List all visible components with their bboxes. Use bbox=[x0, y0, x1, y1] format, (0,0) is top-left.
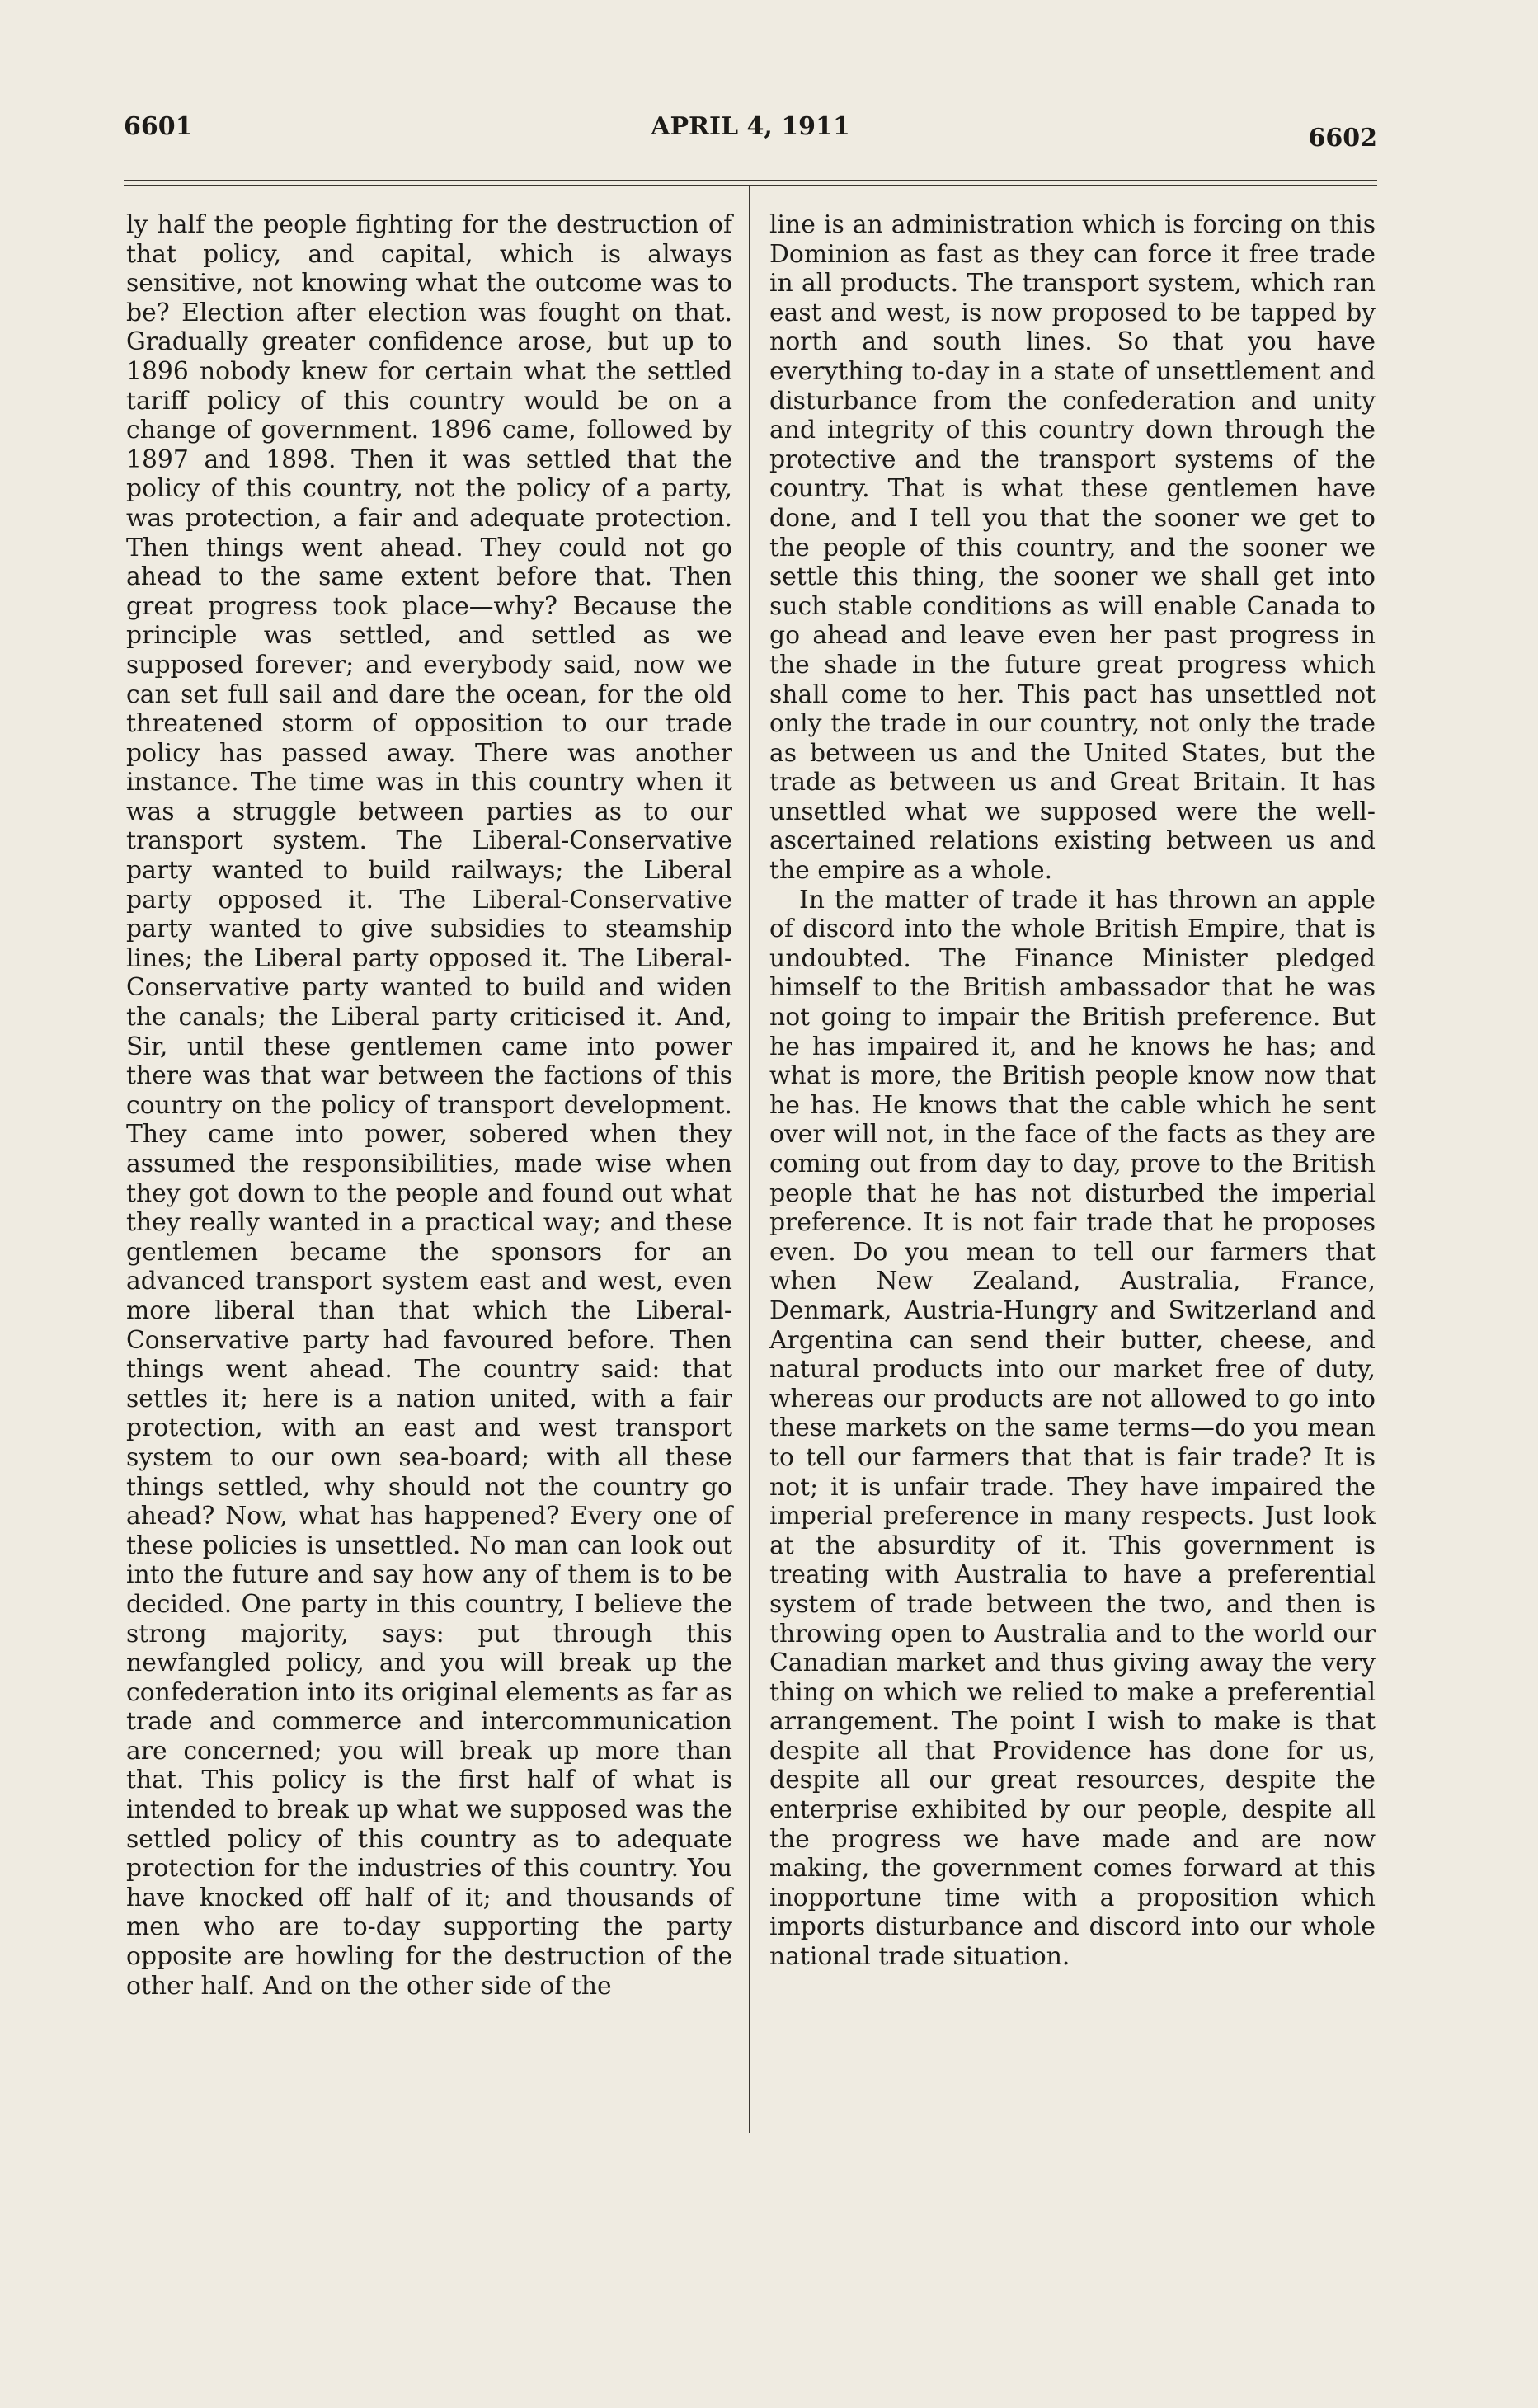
header-rule-bottom bbox=[124, 185, 1377, 186]
left-page-number: 6601 bbox=[124, 112, 193, 141]
left-column bbox=[126, 210, 732, 2001]
column-divider bbox=[749, 186, 750, 2133]
right-paragraph-1: line is an administration which is forcing on this Dominion as fast as they can force it free trade in all products. The transport system, which ran east and west, is now proposed to be tapped by north and south lines. So that you have everything to-day in a state of unsettlement and disturbance from the confederation and unity and integrity of this country down through the protective and the transport systems of the country. That is what these gentlemen have done, and I tell you that the sooner we get to the people of this country, and the sooner we settle this thing, the sooner we shall get into such stable conditions as will enable Canada to go ahead and leave even her past progress in the shade in the future great progress which shall come to her. This pact has unsettled not only the trade in our country, not only the trade as between us and the United States, but the trade as between us and Great Britain. It has unsettled what we supposed were the well-ascertained relations existing between us and the empire as a whole. bbox=[769, 210, 1376, 886]
header-rule-top bbox=[124, 180, 1377, 181]
right-page-number: 6602 bbox=[1308, 124, 1377, 153]
page-date: APRIL 4, 1911 bbox=[651, 112, 850, 141]
right-column bbox=[769, 210, 1376, 1972]
running-head bbox=[124, 112, 1377, 162]
right-paragraph-2: In the matter of trade it has thrown an apple of discord into the whole British Empire, that is undoubted. The Finance Minister pledged himself to the British ambassador that he was not going to impair the British preference. But he has impaired it, and he knows he has; and what is more, the British people know now that he has. He knows that the cable which he sent over will not, in the face of the facts as they are coming out from day to day, prove to the British people that he has not disturbed the imperial preference. It is not fair trade that he proposes even. Do you mean to tell our farmers that when New Zealand, Australia, France, Denmark, Austria-Hungry and Switzerland and Argentina can send their butter, cheese, and natural products into our market free of duty, whereas our products are not allowed to go into these markets on the same terms—do you mean to tell our farmers that that is fair trade? It is not; it is unfair trade. They have impaired the imperial preference in many respects. Just look at the absurdity of it. This government is treating with Australia to have a preferential system of trade between the two, and then is throwing open to Australia and to the world our Canadian market and thus giving away the very thing on which we relied to make a preferential arrangement. The point I wish to make is that despite all that Providence has done for us, despite all our great resources, despite the enterprise exhibited by our people, despite all the progress we have made and are now making, the government comes forward at this inopportune time with a proposition which imports disturbance and discord into our whole national trade situation. bbox=[769, 885, 1376, 1972]
left-paragraph-1: ly half the people fighting for the destruction of that policy, and capital, which is always sensitive, not knowing what the outcome was to be? Election after election was fought on that. Gradually greater confidence arose, but up to 1896 nobody knew for certain what the settled tariff policy of this country would be on a change of government. 1896 came, followed by 1897 and 1898. Then it was settled that the policy of this country, not the policy of a party, was protection, a fair and adequate protection. Then things went ahead. They could not go ahead to the same extent before that. Then great progress took place—why? Because the principle was settled, and settled as we supposed forever; and everybody said, now we can set full sail and dare the ocean, for the old threatened storm of opposition to our trade policy has passed away. There was another instance. The time was in this country when it was a struggle between parties as to our transport system. The Liberal-Conservative party wanted to build railways; the Liberal party opposed it. The Liberal-Conservative party wanted to give subsidies to steamship lines; the Liberal party opposed it. The Liberal-Conservative party wanted to build and widen the canals; the Liberal party criticised it. And, Sir, until these gentlemen came into power there was that war between the factions of this country on the policy of transport development. They came into power, sobered when they assumed the responsibilities, made wise when they got down to the people and found out what they really wanted in a practical way; and these gentlemen became the sponsors for an advanced transport system east and west, even more liberal than that which the Liberal-Conservative party had favoured before. Then things went ahead. The country said: that settles it; here is a nation united, with a fair protection, with an east and west transport system to our own sea-board; with all these things settled, why should not the country go ahead? Now, what has happened? Every one of these policies is unsettled. No man can look out into the future and say how any of them is to be decided. One party in this country, I believe the strong majority, says: put through this newfangled policy, and you will break up the confederation into its original elements as far as trade and commerce and intercommunication are concerned; you will break up more than that. This policy is the first half of what is intended to break up what we supposed was the settled policy of this country as to adequate protection for the industries of this country. You have knocked off half of it; and thousands of men who are to-day supporting the party opposite are howling for the destruction of the other half. And on the other side of the bbox=[126, 210, 732, 2001]
